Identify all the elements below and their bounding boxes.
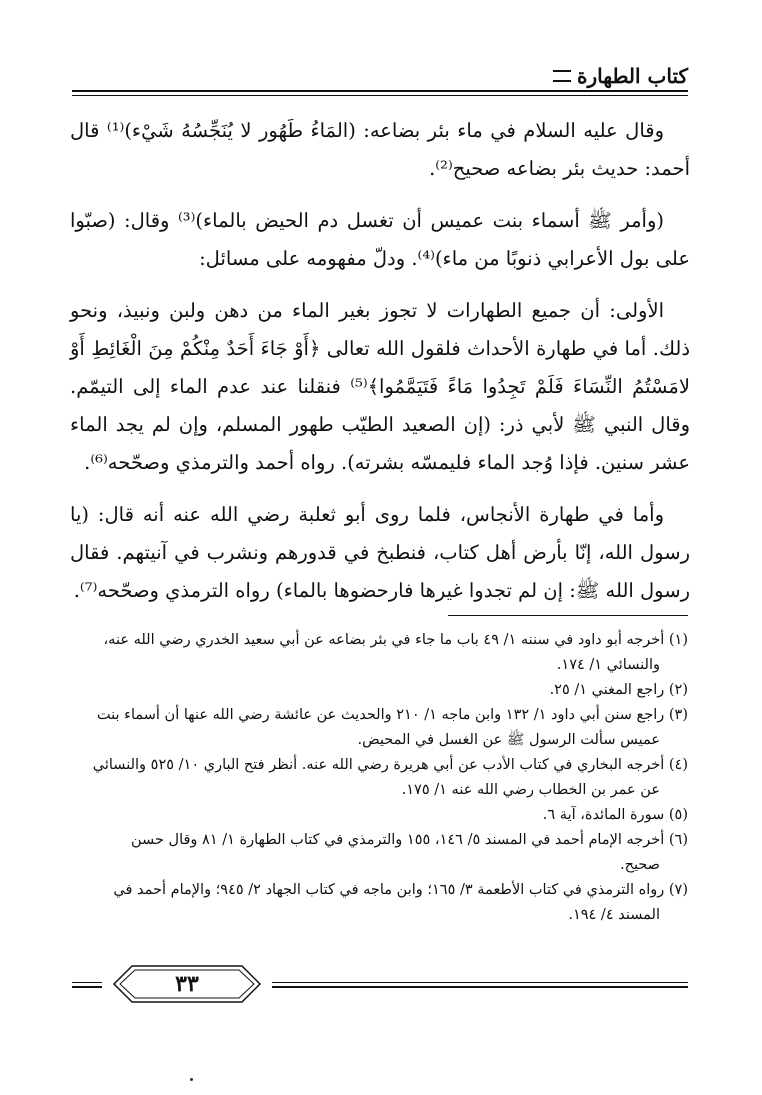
footnote-6-cont: صحيح. bbox=[619, 857, 660, 873]
page-footer bbox=[72, 962, 688, 1012]
footnote-2: (٢) راجع المغني ١/ ٢٥. bbox=[549, 682, 688, 698]
chapter-title: كتاب الطهارة bbox=[577, 64, 688, 88]
ornament-icon bbox=[553, 70, 571, 82]
speck bbox=[190, 1078, 193, 1081]
paragraph-2: (وأمر ﷺ أسماء بنت عميس أن تغسل دم الحيض بالماء)⁽³⁾ وقال: (صبّوا على بول الأعرابي ذنوبًا من ماء)⁽⁴⁾. ودلّ مفهومه على مسائل: bbox=[70, 209, 690, 270]
page-number-frame bbox=[102, 962, 272, 1006]
footnote-5: (٥) سورة المائدة، آية ٦. bbox=[542, 807, 688, 823]
footnote-7: (٧) رواه الترمذي في كتاب الأطعمة ٣/ ١٦٥؛ وابن ماجه في كتاب الجهاد ٢/ ٩٤٥؛ والإمام أحمد في bbox=[113, 882, 688, 898]
main-text bbox=[70, 112, 690, 624]
paragraph-1: وقال عليه السلام في ماء بئر بضاعه: (المَاءُ طَهُور لا يُنَجِّسُهُ شَيْء)⁽¹⁾ قال أحمد: حديث بئر بضاعه صحيح⁽²⁾. bbox=[70, 119, 690, 180]
footnote-3-cont: عميس سألت الرسول ﷺ عن الغسل في المحيض. bbox=[357, 732, 660, 748]
header-title-block bbox=[545, 62, 688, 90]
footnote-3: (٣) راجع سنن أبي داود ١/ ١٣٢ وابن ماجه ١/ ٢١٠ والحديث عن عائشة رضي الله عنها أن أسماء بنت bbox=[96, 707, 688, 723]
paragraph-4: وأما في طهارة الأنجاس، فلما روى أبو ثعلبة رضي الله عنه أنه قال: (يا رسول الله، إنّا بأرض أهل كتاب، فنطبخ في قدورهم ونشرب في آنيتهم. فقال رسول الله ﷺ: إن لم تجدوا غيرها فارحضوها بالماء) رواه الترمذي وصحّحه⁽⁷⁾. bbox=[70, 503, 690, 602]
paragraph-3: الأولى: أن جميع الطهارات لا تجوز بغير الماء من دهن ولبن ونبيذ، ونحو ذلك. أما في طهارة الأحداث فلقول الله تعالى ﴿أَوْ جَاءَ أَحَدٌ مِنْكُمْ مِنَ الْغَائِطِ أَوْ لامَسْتُمُ النِّسَاءَ فَلَمْ تَجِدُوا مَاءً فَتَيَمَّمُوا﴾⁽⁵⁾ فنقلنا عند عدم الماء إلى التيمّم. وقال النبي ﷺ لأبي ذر: (إن الصعيد الطيّب طهور المسلم، وإن لم يجد الماء عشر سنين. فإذا وُجد الماء فليمسّه بشرته). رواه أحمد والترمذي وصحّحه⁽⁶⁾. bbox=[70, 299, 691, 474]
footnote-1-cont: والنسائي ١/ ١٧٤. bbox=[556, 657, 660, 673]
footnote-1: (١) أخرجه أبو داود في سننه ١/ ٤٩ باب ما جاء في بئر بضاعه عن أبي سعيد الخدري رضي الله عنه، bbox=[103, 632, 688, 648]
footnote-separator bbox=[448, 615, 688, 616]
footnote-4-cont: عن عمر بن الخطاب رضي الله عنه ١/ ١٧٥. bbox=[401, 782, 660, 798]
header-rule bbox=[72, 90, 688, 92]
page-header bbox=[72, 62, 688, 98]
footnote-7-cont: المسند ٤/ ١٩٤. bbox=[568, 907, 660, 923]
footnote-4: (٤) أخرجه البخاري في كتاب الأدب عن أبي هريرة رضي الله عنه. أنظر فتح الباري ١٠/ ٥٢٥ والنسائي bbox=[92, 757, 688, 773]
page-number: ٣٣ bbox=[175, 971, 199, 997]
footnote-6: (٦) أخرجه الإمام أحمد في المسند ٥/ ١٤٦، ١٥٥ والترمذي في كتاب الطهارة ١/ ٨١ وقال حسن bbox=[130, 832, 688, 848]
header-rule-thin bbox=[72, 95, 688, 96]
footnotes bbox=[88, 628, 688, 928]
